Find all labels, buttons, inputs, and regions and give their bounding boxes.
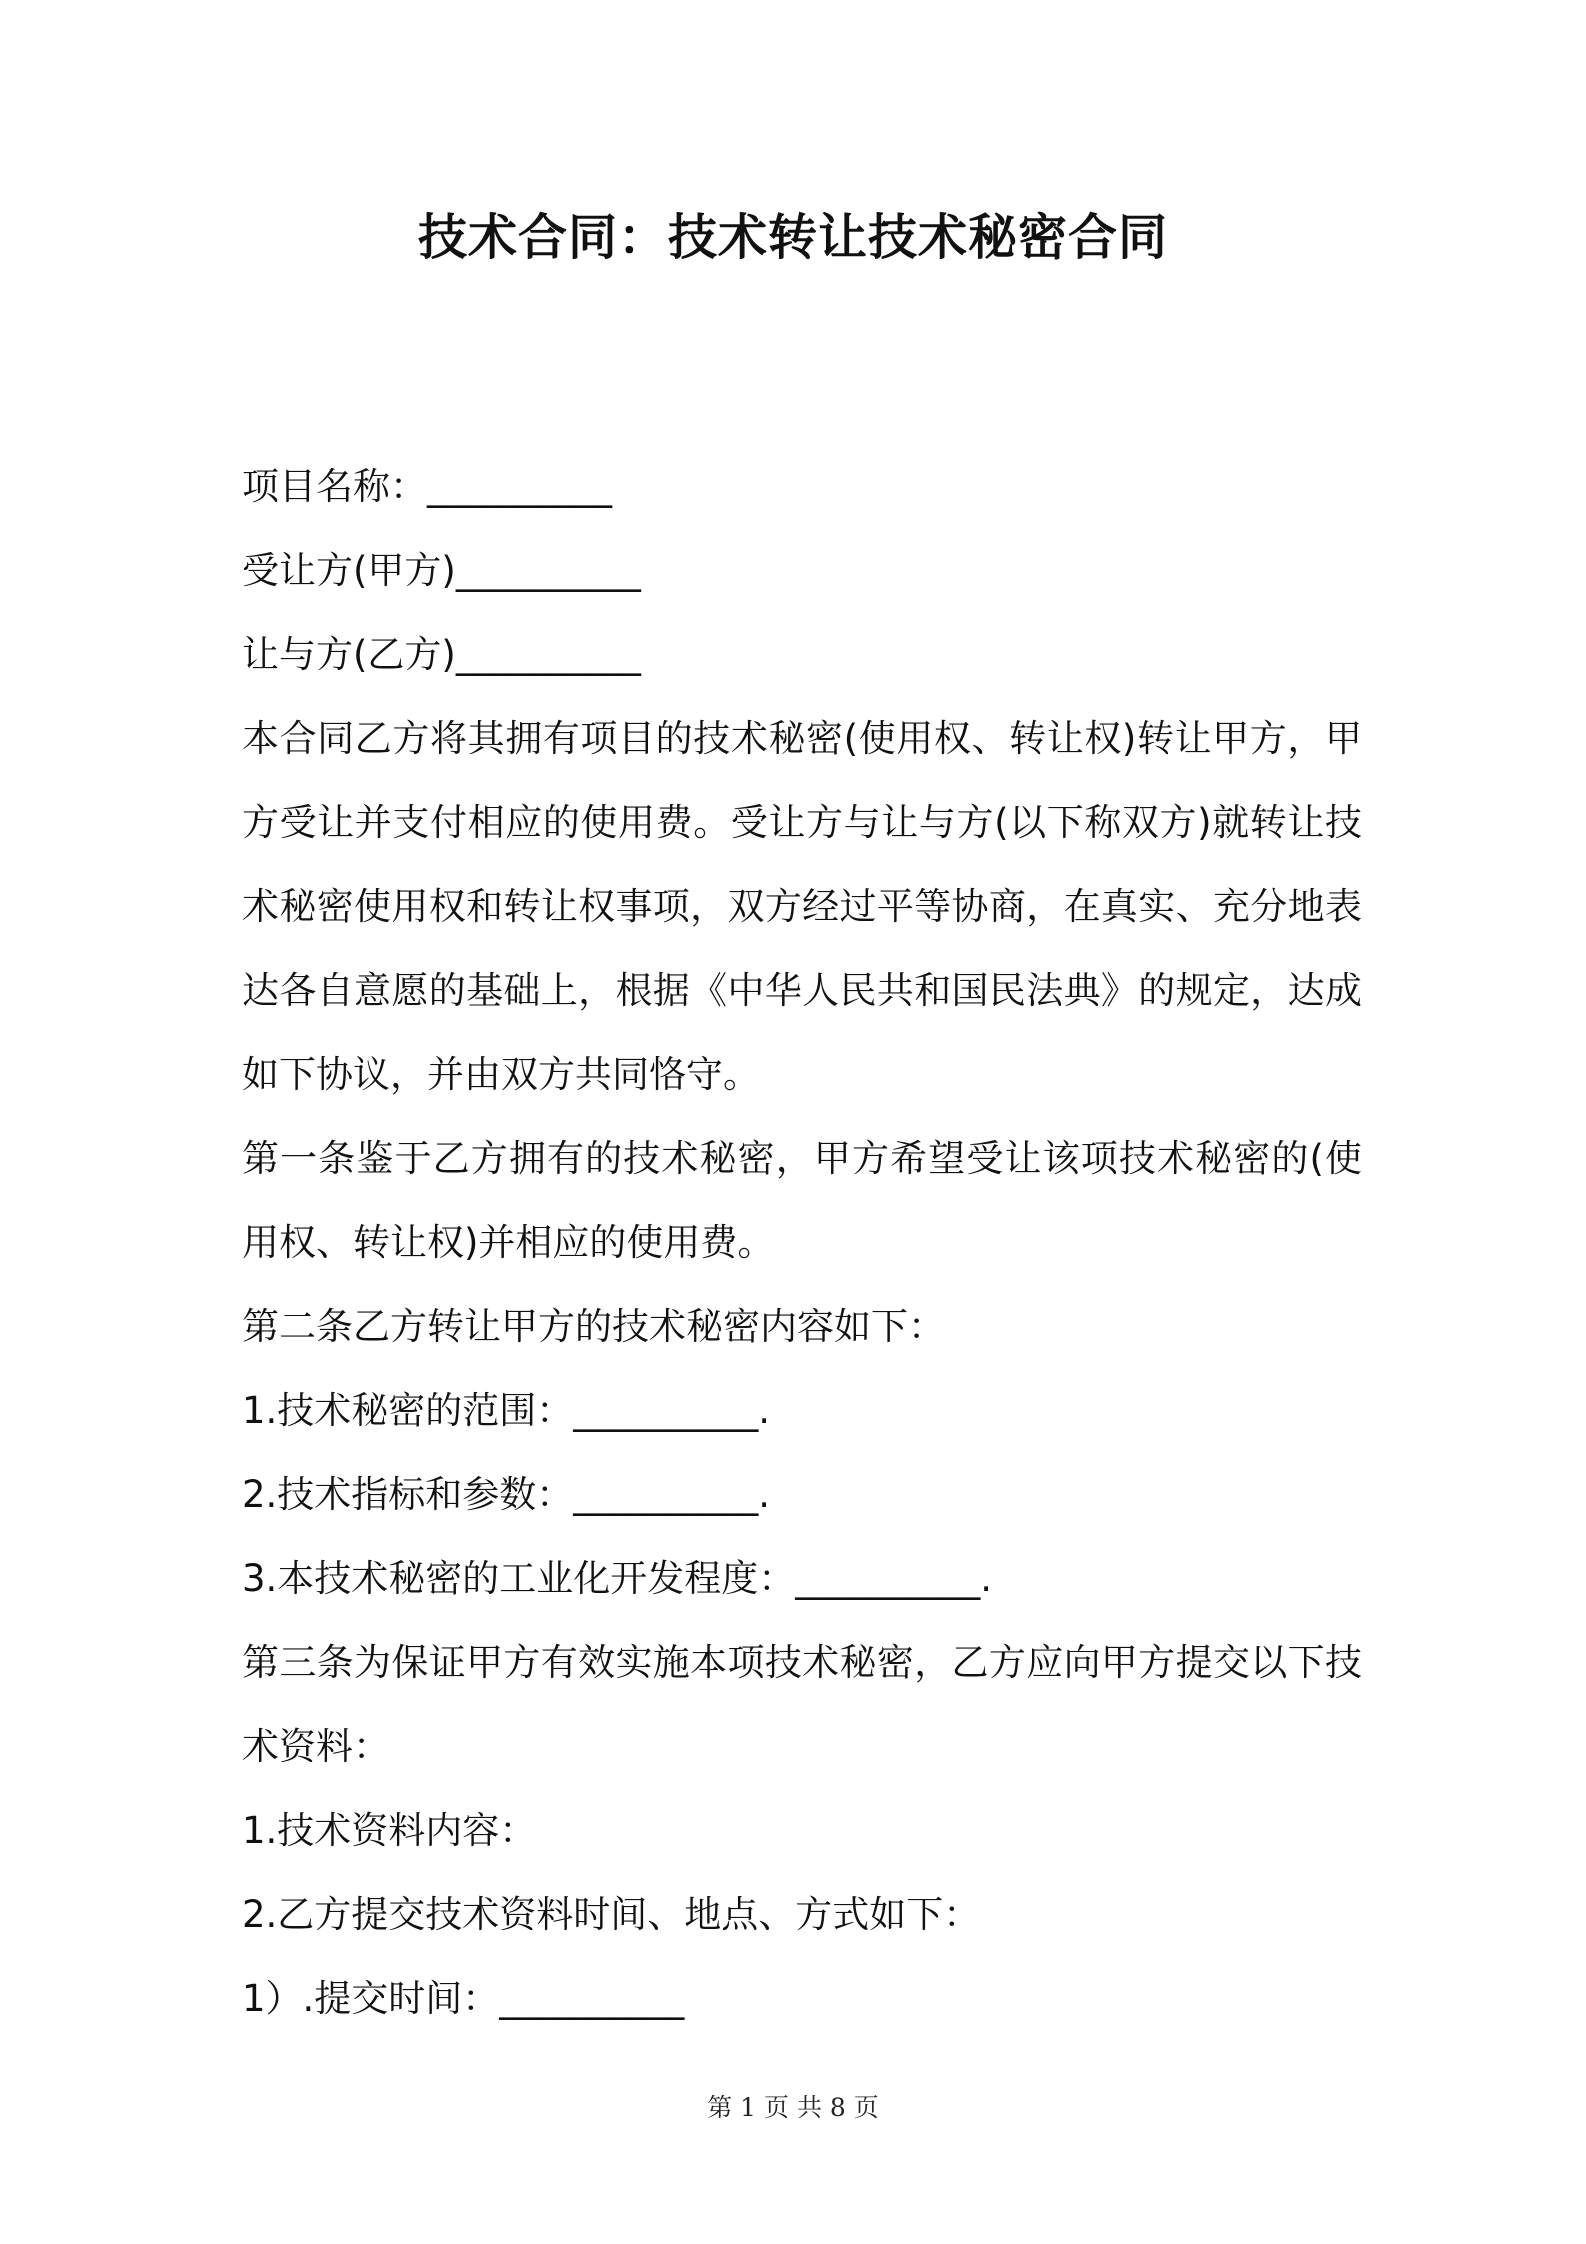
- document-body: [242, 445, 1362, 2041]
- article-1-paragraph: 第一条鉴于乙方拥有的技术秘密，甲方希望受让该项技术秘密的(使用权、转让权)并相应的使用费。: [242, 1137, 1362, 1264]
- preamble-paragraph: 本合同乙方将其拥有项目的技术秘密(使用权、转让权)转让甲方，甲方受让并支付相应的使用费。受让方与让与方(以下称双方)就转让技术秘密使用权和转让权事项，双方经过平等协商，在真实、充分地表达各自意愿的基础上，根据《中华人民共和国民法典》的规定，达成如下协议，并由双方共同恪守。: [242, 717, 1362, 1096]
- transferee-line: 受让方(甲方)__________: [242, 549, 641, 592]
- article-2-item-2: 2.技术指标和参数：__________.: [242, 1473, 771, 1516]
- transferor-line: 让与方(乙方)__________: [242, 633, 641, 676]
- article-2-item-3: 3.本技术秘密的工业化开发程度：__________.: [242, 1557, 993, 1600]
- project-name-line: 项目名称：__________: [242, 465, 612, 508]
- article-2-heading: 第二条乙方转让甲方的技术秘密内容如下：: [242, 1305, 945, 1348]
- article-3-item-2: 2.乙方提交技术资料时间、地点、方式如下：: [242, 1893, 981, 1936]
- article-2-item-1: 1.技术秘密的范围：__________.: [242, 1389, 771, 1432]
- page-footer: 第 1 页 共 8 页: [707, 2093, 879, 2122]
- document-title: 技术合同：技术转让技术秘密合同: [417, 209, 1168, 266]
- article-3-subitem-1: 1）.提交时间：__________: [242, 1977, 685, 2020]
- article-3-paragraph: 第三条为保证甲方有效实施本项技术秘密，乙方应向甲方提交以下技术资料：: [242, 1641, 1362, 1768]
- article-3-item-1: 1.技术资料内容：: [242, 1809, 537, 1852]
